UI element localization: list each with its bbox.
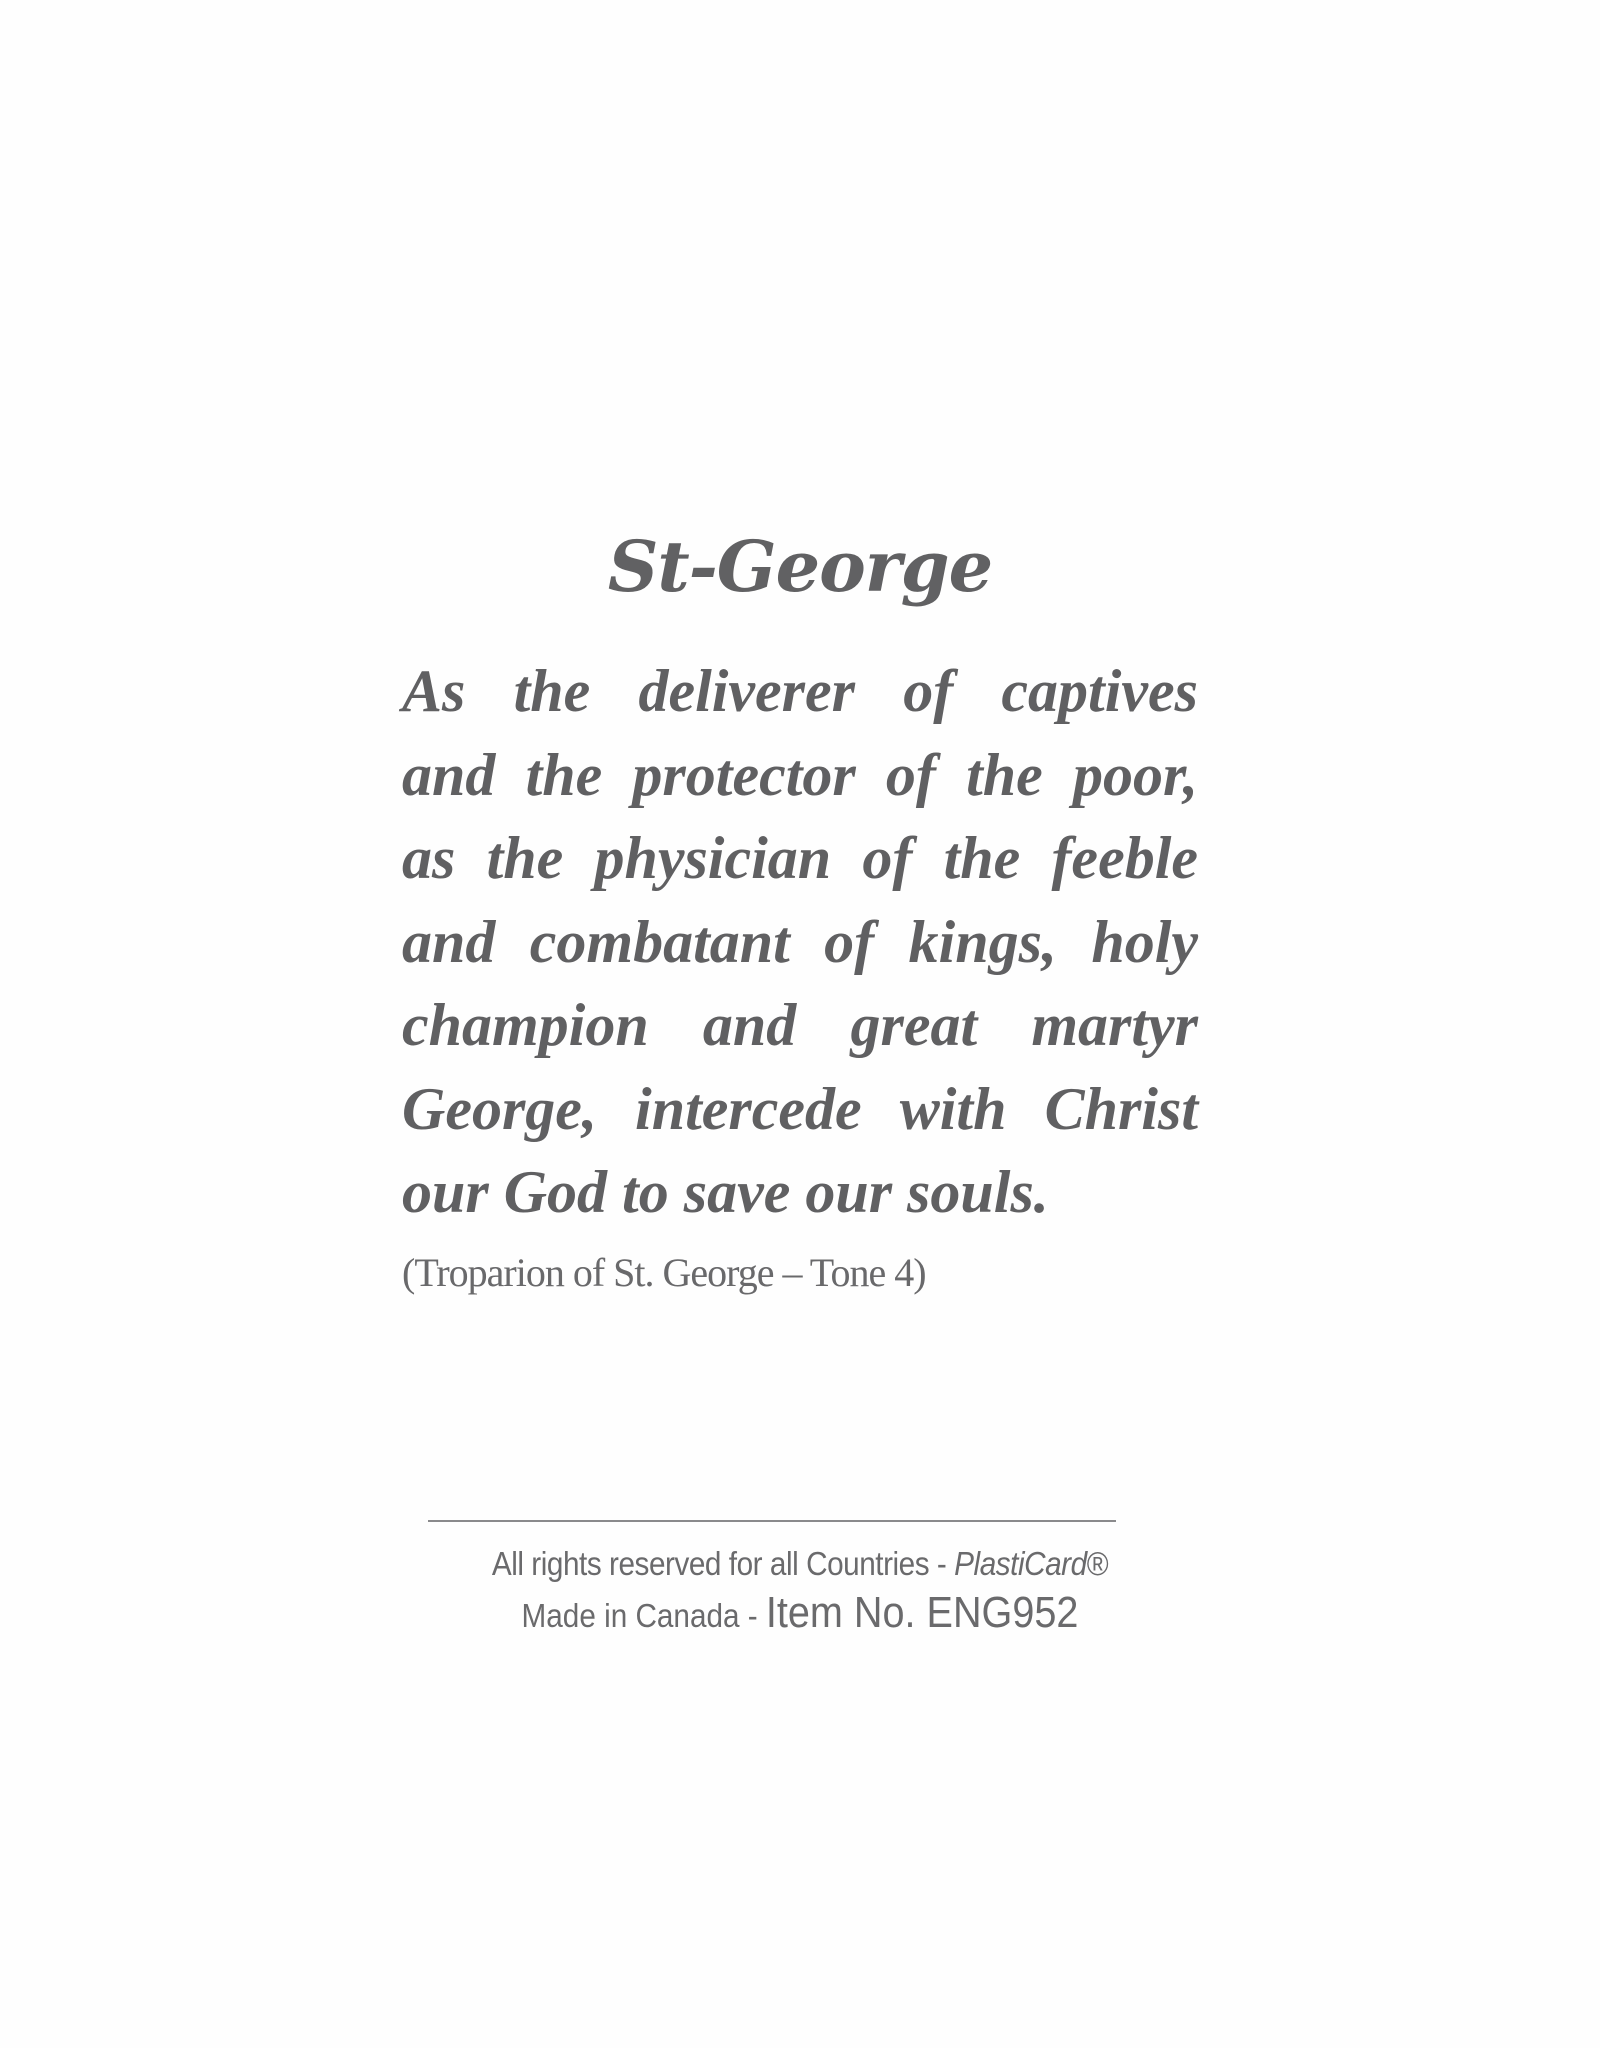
prayer-line: our God to save our souls. (402, 1159, 1049, 1225)
item-number: Item No. ENG952 (765, 1588, 1079, 1637)
prayer-text (402, 650, 1198, 1235)
prayer-source: (Troparion of St. George – Tone 4) (402, 1250, 926, 1295)
rights-notice (80, 1542, 1520, 1586)
item-info (80, 1588, 1520, 1641)
prayer-line: champion and great martyr (402, 992, 1198, 1058)
brand-name: PlastiCard (954, 1545, 1087, 1582)
prayer-line: and the protector of the poor, (402, 741, 1198, 808)
prayer-line: and combatant of kings, holy (402, 908, 1198, 975)
prayer-line: As the deliverer of captives (402, 658, 1198, 724)
prayer-line: as the physician of the feeble (402, 825, 1198, 891)
rights-text: All rights reserved for all Countries - (491, 1545, 955, 1582)
made-in-text: Made in Canada - (521, 1597, 766, 1634)
registered-mark-icon: ® (1086, 1545, 1109, 1582)
divider (428, 1520, 1116, 1522)
card-title: St-George (607, 525, 993, 608)
prayer-line: George, intercede with Christ (402, 1075, 1198, 1142)
